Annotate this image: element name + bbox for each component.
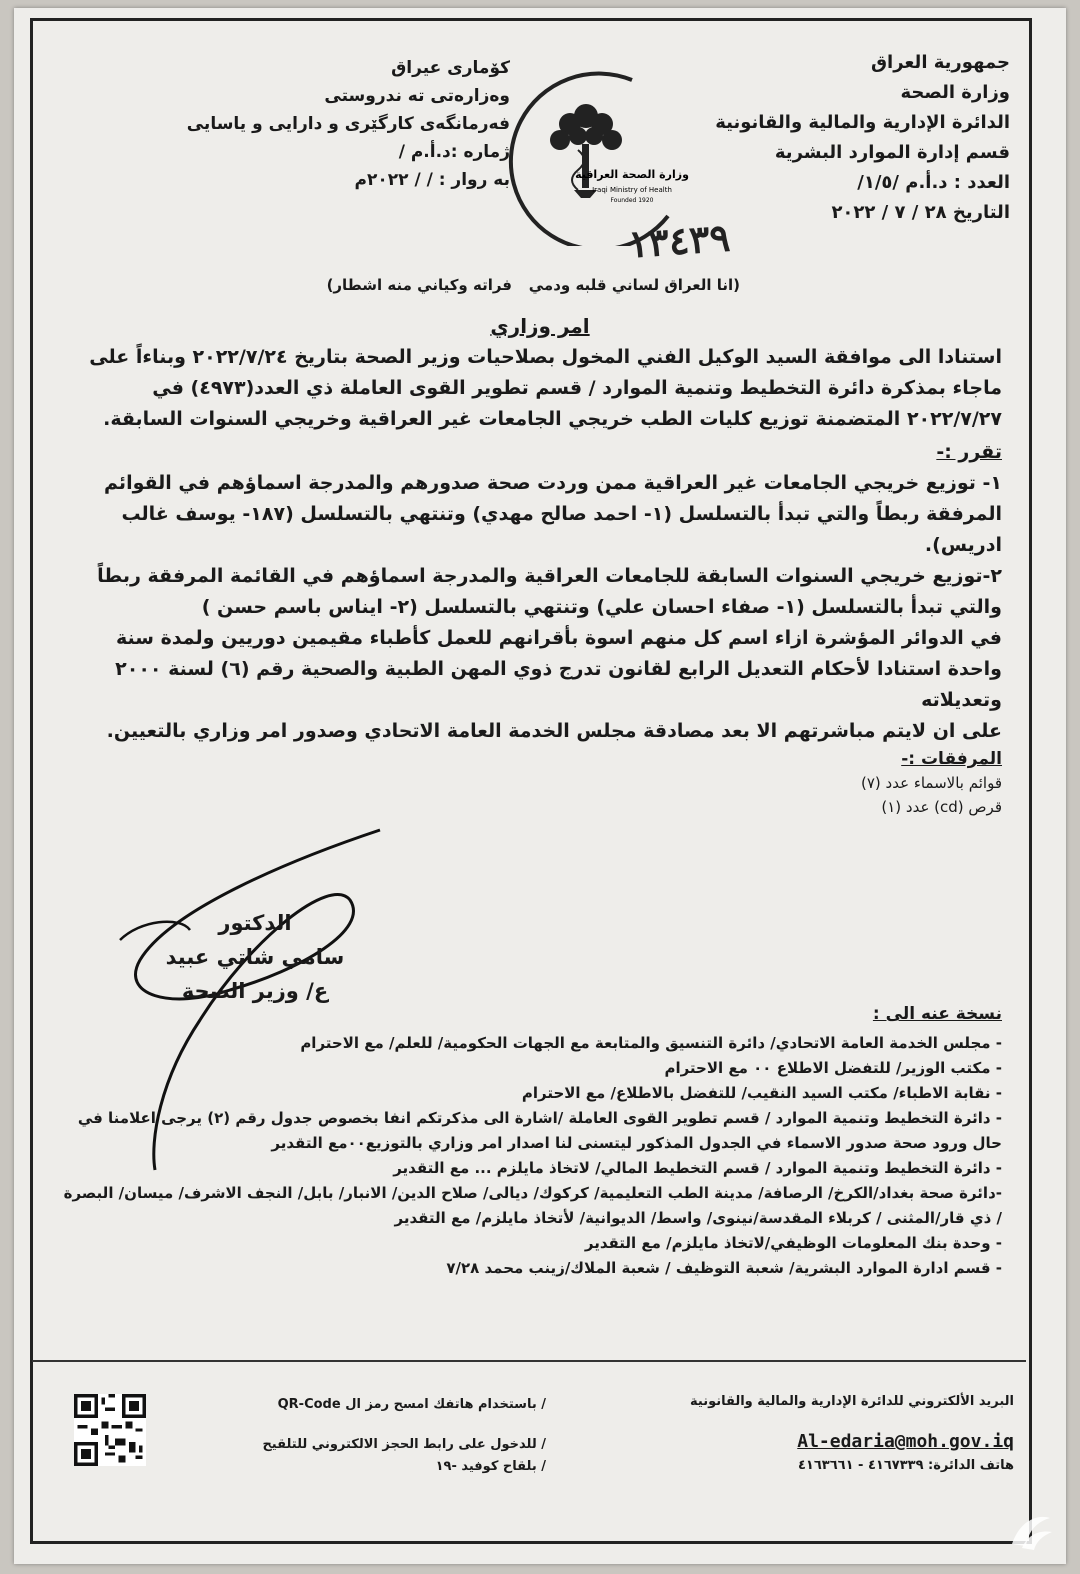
condition-paragraph: على ان لايتم مباشرتهم الا بعد مصادقة مجلس الخدمة العامة الاتحادي وصدور امر وزاري بالتعيين. xyxy=(106,720,1002,742)
copy-recipient: - مجلس الخدمة العامة الاتحادي/ دائرة التنسيق والمتابعة مع الجهات الحكومية/ للعلم/ مع الاحترام xyxy=(300,1034,1002,1052)
qr-instruction-line: / بلقاح كوفيد -١٩ xyxy=(435,1459,546,1474)
signatory-title: الدكتور xyxy=(218,911,292,935)
slogan-left: فراته وكياني منه اشطار) xyxy=(326,276,512,294)
reference-number: العدد : د.أ.م /١/٥/ xyxy=(857,172,1010,193)
copy-recipient: - نقابة الاطباء/ مكتب السيد النقيب/ للتفضل بالاطلاع/ مع الاحترام xyxy=(521,1084,1002,1102)
assignment-paragraph: في الدوائر المؤشرة ازاء اسم كل منهم اسوة بأقرانهم للعمل كأطباء مقيمين دوريين ولمدة سنة واحدة استنادا لأحكام التعديل الرابع لقانون تدرج ذوي المهن الطبية والصحية رقم (٦) لسنة ٢٠٠٠ وتعديلاته xyxy=(115,627,1002,711)
document-title: امر وزاري xyxy=(490,314,590,338)
document-date: التاريخ ٢٨ / ٧ / ٢٠٢٢ xyxy=(831,202,1010,223)
logo-english-text: Iraqi Ministry of Health xyxy=(592,186,672,194)
header-line: كۆماری عیراق xyxy=(391,58,510,78)
header-line: وزارة الصحة xyxy=(900,82,1010,103)
header-line: ژمارە :د.أ.م / xyxy=(398,142,510,162)
header-line: بە روار : / / ٢٠٢٢م xyxy=(354,170,510,190)
copy-recipient: - مكتب الوزير/ للتفضل الاطلاع ٠٠ مع الاحترام xyxy=(664,1059,1002,1077)
qr-instruction-line: / باستخدام هاتفك امسح رمز ال QR-Code xyxy=(277,1397,546,1412)
intro-paragraph: استنادا الى موافقة السيد الوكيل الفني المخول بصلاحيات وزير الصحة بتاريخ ٢٠٢٢/٧/٢٤ وبناءاً على ماجاء بمذكرة دائرة التخطيط وتنمية الموارد / قسم تطوير القوى العاملة ذي العدد(٤٩٧٣) في ٢٠٢٢/٧/٢٧ المتضمنة توزيع كليات الطب خريجي الجامعات غير العراقية وخريجي السنوات السابقة. xyxy=(89,346,1002,430)
handwritten-number: ١٣٤٣٩ xyxy=(626,214,732,267)
ministry-header-arabic xyxy=(690,48,1010,228)
signature-block xyxy=(120,906,390,1008)
qr-code[interactable] xyxy=(74,1394,146,1466)
header-line: الدائرة الإدارية والمالية والقانونية xyxy=(715,112,1010,133)
ministry-header-kurdish xyxy=(186,54,510,194)
decision-item-2: ٢-توزيع خريجي السنوات السابقة للجامعات العراقية والمدرجة اسماؤهم في القائمة المرفقة ربطاً والتي تبدأ بالتسلسل (١- صفاء احسان علي) وتنتهي بالتسلسل (٢- ايناس باسم حسن ) xyxy=(97,565,1002,618)
copies-label: نسخة عنه الى : xyxy=(872,1004,1002,1024)
copy-recipient: - دائرة التخطيط وتنمية الموارد / قسم تطوير القوى العاملة /اشارة الى مذكرتكم انفا بخصوص جدول رقم (٢) يرجى اعلامنا في حال ورود صحة صدور الاسماء في الجدول المذكور ليتسنى لنا اصدار امر وزاري بالتوزيع٠٠مع التقدير xyxy=(77,1109,1002,1152)
header-line: فەرمانگەی کارگێری و دارایی و یاسایی xyxy=(186,114,510,134)
corner-watermark-logo xyxy=(1000,1500,1060,1560)
copy-recipient: - دائرة التخطيط وتنمية الموارد / قسم التخطيط المالي/ لاتخاذ مايلزم ... مع التقدير xyxy=(393,1159,1002,1177)
attachments-label: المرفقات :- xyxy=(901,749,1002,769)
decision-item-1: ١- توزيع خريجي الجامعات غير العراقية ممن وردت صحة صدورهم والمدرجة اسماؤهم في القوائم المرفقة ربطاً والتي تبدأ بالتسلسل (١- احمد صالح مهدي) وتنتهي بالتسلسل (١٨٧- يوسف غالب ادريس). xyxy=(104,472,1002,556)
copy-recipient: - وحدة بنك المعلومات الوظيفي/لاتخاذ مايلزم/ مع التقدير xyxy=(584,1234,1002,1252)
email-label: البريد الألكتروني للدائرة الإدارية والمالية والقانونية xyxy=(690,1394,1014,1409)
document-body xyxy=(77,342,1002,819)
signatory-role: ع/ وزير الصحة xyxy=(181,979,329,1003)
copy-recipient: - قسم ادارة الموارد البشرية/ شعبة التوظيف / شعبة الملاك/زينب محمد ٧/٢٨ xyxy=(446,1259,1002,1277)
phone-number: هاتف الدائرة: ٤١٦٧٣٣٩ - ٤١٦٣٦٦١ xyxy=(797,1458,1014,1473)
header-line: وەزارەتی تە ندروستی xyxy=(324,86,510,106)
decision-heading: تقرر :- xyxy=(936,441,1002,463)
footer-contact xyxy=(684,1390,1014,1478)
email-link[interactable]: Al-edaria@moh.gov.iq xyxy=(797,1431,1014,1452)
copies-list xyxy=(62,1002,1002,1281)
slogan-right: (انا العراق لساني قلبه ودمي xyxy=(528,276,740,294)
signatory-name: سامي شاتي عبيد xyxy=(165,945,345,969)
footer-qr-instructions xyxy=(216,1394,546,1478)
header-line: قسم إدارة الموارد البشرية xyxy=(774,142,1010,163)
header-line: جمهورية العراق xyxy=(870,52,1010,73)
logo-founded-text: Founded 1920 xyxy=(610,197,654,204)
logo-arabic-text: وزارة الصحة العراقية xyxy=(575,168,689,181)
qr-instruction-line: / للدخول على رابط الحجز الالكتروني للتلقيح xyxy=(262,1437,546,1452)
attachment-item: قوائم بالاسماء عدد (٧) xyxy=(861,774,1002,792)
attachment-item: قرص (cd) عدد (١) xyxy=(881,798,1002,816)
footer-divider xyxy=(32,1360,1026,1362)
copy-recipient: -دائرة صحة بغداد/الكرخ/ الرصافة/ مدينة الطب التعليمية/ كركوك/ ديالى/ صلاح الدين/ الانبار/ بابل/ النجف الاشرف/ ميسان/ البصرة / ذي قار/المثنى / كربلاء المقدسة/نينوى/ واسط/ الديوانية/ لأتخاذ مايلزم/ مع التقدير xyxy=(63,1184,1002,1227)
